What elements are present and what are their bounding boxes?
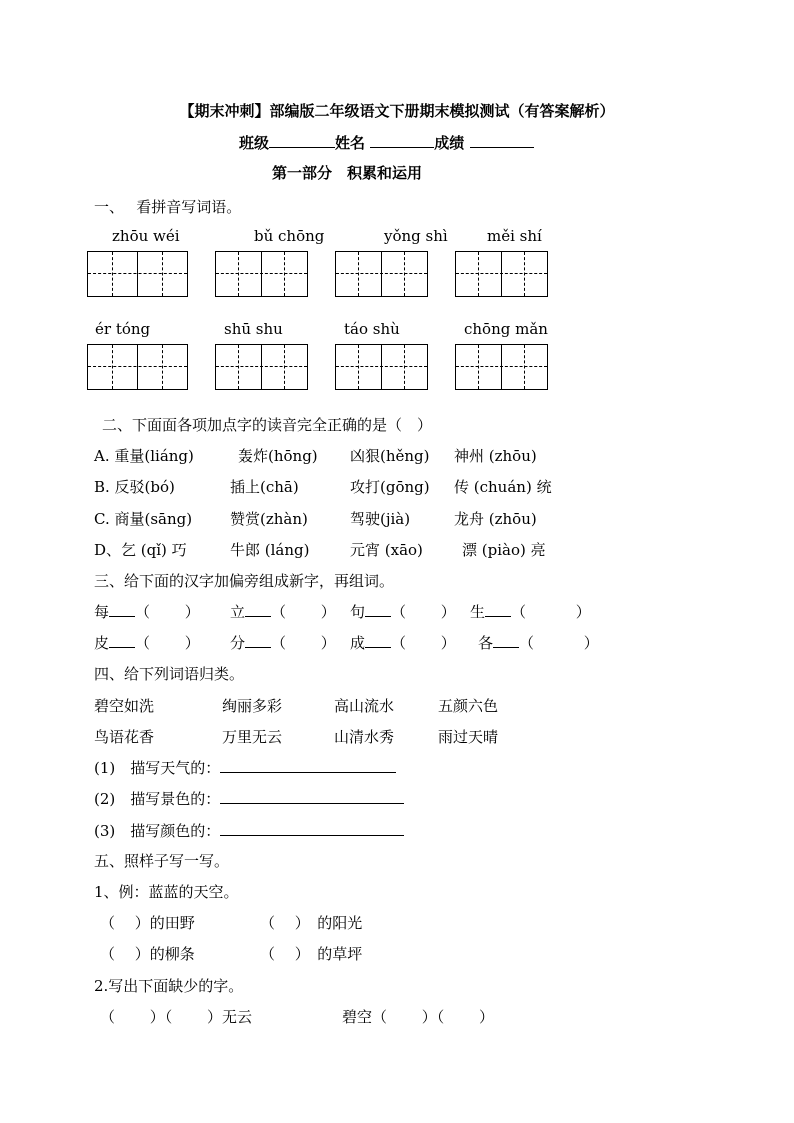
- q4-title: 四、给下列词语归类。: [94, 665, 245, 683]
- base-char: 句: [350, 603, 366, 621]
- option-item: 驾驶(jià): [350, 510, 411, 528]
- answer-line[interactable]: [220, 758, 396, 773]
- writing-grid[interactable]: [335, 344, 428, 390]
- word-item: 雨过天晴: [438, 728, 499, 746]
- answer-line[interactable]: [220, 789, 404, 804]
- pinyin: chōng mǎn: [464, 320, 548, 338]
- base-char: 成: [350, 634, 366, 652]
- example-line: 1、例：蓝蓝的天空。: [94, 883, 239, 901]
- option-item: 神州 (zhōu): [454, 447, 537, 465]
- word-item: 高山流水: [334, 697, 395, 715]
- writing-grid[interactable]: [215, 344, 308, 390]
- fill-item: （ ）的柳条: [100, 945, 195, 963]
- base-char: 皮: [94, 634, 110, 652]
- option-item: C. 商量(sāng): [94, 510, 193, 528]
- fill-item: （ ） 的阳光: [260, 914, 363, 932]
- word-item: 绚丽多彩: [222, 697, 283, 715]
- pinyin: bǔ chōng: [254, 227, 325, 245]
- option-item: 龙舟 (zhōu): [454, 510, 537, 528]
- answer-line[interactable]: [220, 821, 404, 836]
- option-item: 凶狠(hěng): [350, 447, 430, 465]
- word-item: 五颜六色: [438, 697, 499, 715]
- classify-item: [94, 757, 396, 778]
- name-label: 姓名: [335, 134, 366, 152]
- q3-row: 立 （ ）: [230, 603, 336, 621]
- pinyin: yǒng shì: [384, 227, 448, 245]
- option-item: 元宵 (xāo): [350, 541, 423, 559]
- score-blank[interactable]: [470, 133, 534, 148]
- word-item: 鸟语花香: [94, 728, 155, 746]
- base-char: 每: [94, 603, 110, 621]
- option-item: 牛郎 (láng): [230, 541, 310, 559]
- q1-title: 一、 看拼音写词语。: [94, 198, 242, 216]
- document-title: 【期末冲刺】部编版二年级语文下册期末模拟测试（有答案解析）: [179, 102, 615, 120]
- option-item: 传 (chuán) 统: [454, 478, 552, 496]
- sub-question: 2.写出下面缺少的字。: [94, 977, 244, 995]
- radical-blank[interactable]: [109, 602, 135, 617]
- option-item: 轰炸(hōng): [238, 447, 318, 465]
- pinyin: shū shu: [224, 320, 283, 338]
- radical-blank[interactable]: [109, 633, 135, 648]
- header-fields: [239, 132, 534, 153]
- classify-label: (3) 描写颜色的：: [94, 822, 221, 840]
- q3-row: 分 （ ）: [230, 634, 336, 652]
- classify-label: (2) 描写景色的：: [94, 790, 221, 808]
- classify-label: (1) 描写天气的：: [94, 759, 221, 777]
- radical-blank[interactable]: [485, 602, 511, 617]
- fill-word: 碧空: [342, 1008, 373, 1026]
- q3-title: 三、给下面的汉字加偏旁组成新字，再组词。: [94, 572, 395, 590]
- fill-item: （ ）（ ）无云: [100, 1008, 253, 1026]
- q5-title: 五、照样子写一写。: [94, 852, 230, 870]
- part-heading: 第一部分 积累和运用: [272, 164, 423, 182]
- q3-row: 句 （ ）: [350, 603, 456, 621]
- score-label: 成绩: [434, 134, 465, 152]
- base-char: 生: [470, 603, 486, 621]
- writing-grid[interactable]: [455, 344, 548, 390]
- radical-blank[interactable]: [245, 633, 271, 648]
- option-item: 赞赏(zhàn): [230, 510, 308, 528]
- q3-row: 每 （ ）: [94, 603, 200, 621]
- writing-grid[interactable]: [87, 344, 188, 390]
- writing-grid[interactable]: [455, 251, 548, 297]
- writing-grid[interactable]: [215, 251, 308, 297]
- q2-title: 二、下面面各项加点字的读音完全正确的是（ ）: [102, 416, 433, 434]
- q3-row: 生 （ ）: [470, 603, 591, 621]
- q3-row: 皮 （ ）: [94, 634, 200, 652]
- word-item: 万里无云: [222, 728, 283, 746]
- option-item: D、乞 (qǐ) 巧: [94, 541, 187, 559]
- fill-word: 的草坪: [317, 945, 363, 963]
- base-char: 分: [230, 634, 246, 652]
- radical-blank[interactable]: [493, 633, 519, 648]
- base-char: 立: [230, 603, 246, 621]
- pinyin: zhōu wéi: [112, 227, 180, 245]
- pinyin: ér tóng: [95, 320, 151, 338]
- option-item: A. 重量(liáng): [94, 447, 194, 465]
- fill-item: （ ）的田野: [100, 914, 195, 932]
- option-item: B. 反驳(bó): [94, 478, 175, 496]
- option-item: 插上(chā): [230, 478, 299, 496]
- fill-item: 碧空（ ）（ ）: [342, 1008, 495, 1026]
- pinyin: táo shù: [344, 320, 400, 338]
- q3-row: 各 （ ）: [478, 634, 599, 652]
- radical-blank[interactable]: [245, 602, 271, 617]
- classify-item: [94, 820, 404, 841]
- option-item: 漂 (piào) 亮: [462, 541, 546, 559]
- class-label: 班级: [239, 134, 270, 152]
- option-item: 攻打(gōng): [350, 478, 430, 496]
- class-blank[interactable]: [269, 133, 335, 148]
- fill-word: 无云: [222, 1008, 253, 1026]
- radical-blank[interactable]: [365, 633, 391, 648]
- q3-row: 成 （ ）: [350, 634, 456, 652]
- word-item: 山清水秀: [334, 728, 395, 746]
- name-blank[interactable]: [370, 133, 434, 148]
- fill-word: 的阳光: [317, 914, 363, 932]
- writing-grid[interactable]: [335, 251, 428, 297]
- word-item: 碧空如洗: [94, 697, 155, 715]
- base-char: 各: [478, 634, 494, 652]
- pinyin: měi shí: [487, 227, 542, 245]
- fill-word: 的柳条: [149, 945, 195, 963]
- writing-grid[interactable]: [87, 251, 188, 297]
- radical-blank[interactable]: [365, 602, 391, 617]
- classify-item: [94, 788, 404, 809]
- fill-word: 的田野: [149, 914, 195, 932]
- fill-item: （ ） 的草坪: [260, 945, 363, 963]
